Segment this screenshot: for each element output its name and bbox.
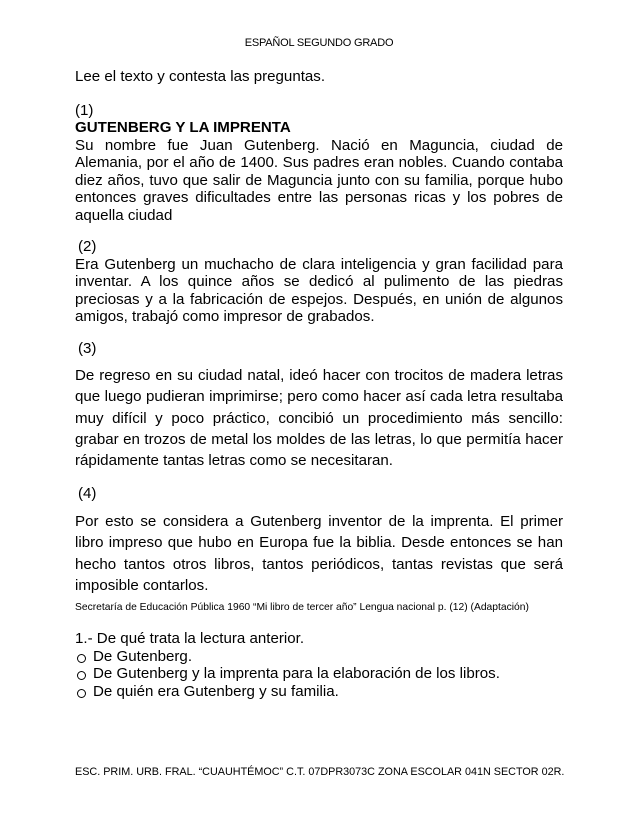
answer-option[interactable]: De Gutenberg y la imprenta para la elaboración de los libros. [75, 665, 575, 683]
answer-options [75, 648, 575, 701]
page-footer: ESC. PRIM. URB. FRAL. “CUAUHTÉMOC” C.T. 07DPR3073C ZONA ESCOLAR 041N SECTOR 02R. [75, 766, 565, 778]
answer-option[interactable]: De Gutenberg. [75, 648, 575, 666]
section-1-text: Su nombre fue Juan Gutenberg. Nació en Maguncia, ciudad de Alemania, por el año de 1400. Sus padres eran nobles. Cuando contaba diez años, tuvo que salir de Maguncia junto con su familia, porque hubo entonces graves dificultades entre las personas ricas y los pobres de aquella ciudad [75, 136, 563, 224]
question-title: 1.- De qué trata la lectura anterior. [75, 630, 305, 647]
section-3-number: (3) [78, 339, 97, 357]
reading-title: GUTENBERG Y LA IMPRENTA [75, 119, 291, 136]
section-4-number: (4) [78, 485, 97, 503]
source-citation: Secretaría de Educación Pública 1960 “Mi libro de tercer año” Lengua nacional p. (12) (Adaptación) [75, 602, 529, 613]
page-header: ESPAÑOL SEGUNDO GRADO [244, 37, 394, 49]
radio-circle-icon [77, 654, 86, 663]
reading-content [75, 68, 563, 596]
radio-circle-icon [77, 689, 86, 698]
question-block [75, 630, 575, 700]
answer-option[interactable]: De quién era Gutenberg y su familia. [75, 683, 575, 701]
section-4-text: Por esto se considera a Gutenberg inventor de la imprenta. El primer libro impreso que hubo en Europa fue la biblia. Desde entonces se han hecho tantos otros libros, tantos periódicos, tantas revistas que será imposible contarlos. [75, 512, 563, 594]
section-2-text: Era Gutenberg un muchacho de clara inteligencia y gran facilidad para inventar. A los quince años se dedicó al pulimento de las piedras preciosas y a la fabricación de espejos. Después, en unión de algunos amigos, trabajó como impresor de grabados. [75, 255, 563, 325]
section-3-text: De regreso en su ciudad natal, ideó hacer con trocitos de madera letras que luego pudieran imprimirse; pero como hacer así cada letra resultaba muy difícil y poco práctico, concibió un procedimiento más sencillo: grabar en trozos de metal los moldes de las letras, lo que permitía hacer rápidamente tantas letras como se necesitaran. [75, 367, 563, 470]
section-1-number: (1) [75, 101, 94, 119]
instructions: Lee el texto y contesta las preguntas. [75, 68, 326, 85]
radio-circle-icon [77, 671, 86, 680]
section-2-number: (2) [78, 238, 97, 255]
